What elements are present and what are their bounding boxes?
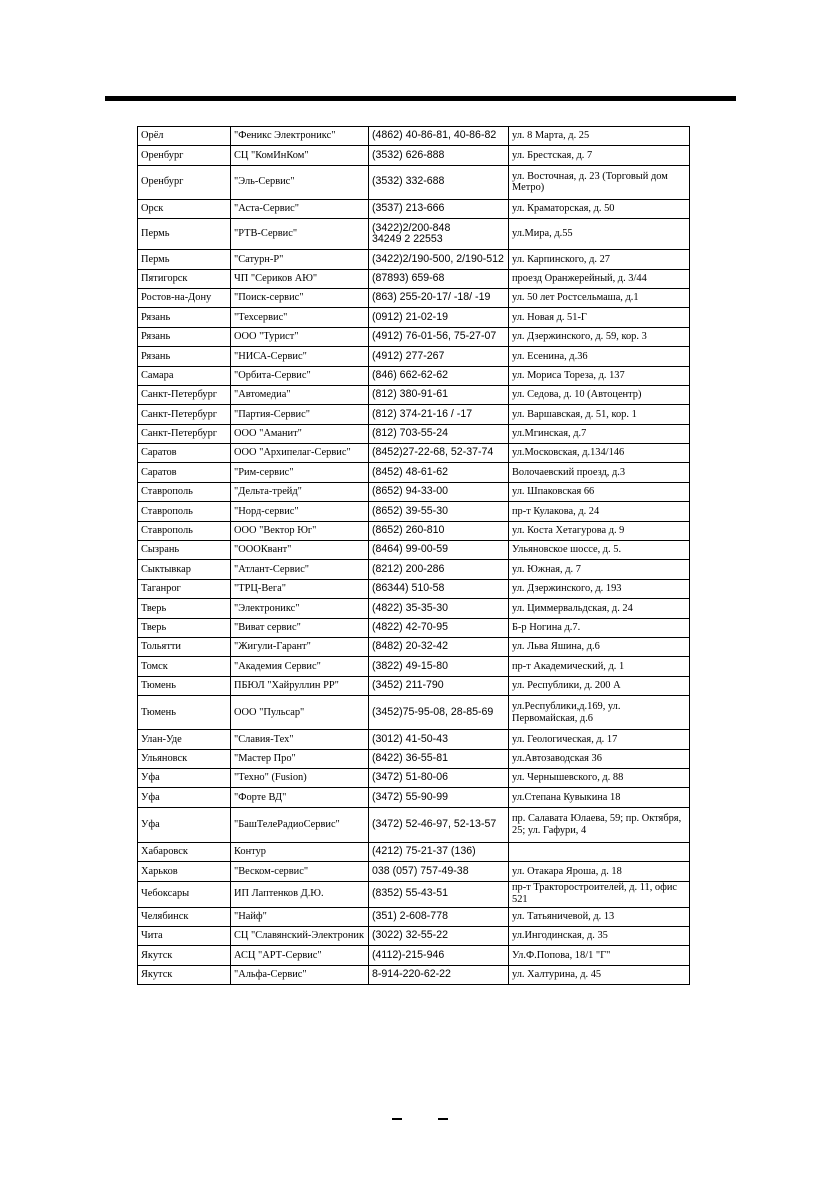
cell-company: СЦ "КомИнКом" <box>231 146 369 165</box>
cell-company: АСЦ "АРТ-Сервис" <box>231 946 369 965</box>
cell-city: Оренбург <box>138 146 231 165</box>
cell-city: Томск <box>138 657 231 676</box>
cell-city: Рязань <box>138 308 231 327</box>
cell-address: пр. Салавата Юлаева, 59; пр. Октября, 25; ул. Гафури, 4 <box>509 807 690 842</box>
cell-company: ПБЮЛ "Хайруллин РР" <box>231 676 369 695</box>
cell-company: "Веском-сервис" <box>231 862 369 881</box>
cell-city: Пятигорск <box>138 269 231 288</box>
cell-address: ул. Коста Хетагурова д. 9 <box>509 521 690 540</box>
table-row <box>138 250 690 269</box>
cell-address: Ульяновское шоссе, д. 5. <box>509 541 690 560</box>
table-row <box>138 730 690 749</box>
cell-company: "Мастер Про" <box>231 749 369 768</box>
cell-city: Ставрополь <box>138 482 231 501</box>
cell-address: ул.Мгинская, д.7 <box>509 424 690 443</box>
cell-phone: (351) 2-608-778 <box>369 907 509 926</box>
cell-company: "РТВ-Сервис" <box>231 219 369 250</box>
cell-address: ул. Отакара Яроша, д. 18 <box>509 862 690 881</box>
cell-phone: (8464) 99-00-59 <box>369 541 509 560</box>
cell-company: "Сатурн-Р" <box>231 250 369 269</box>
table-row <box>138 146 690 165</box>
cell-phone: (3422)2/200-848 34249 2 22553 <box>369 219 509 250</box>
cell-city: Орёл <box>138 127 231 146</box>
cell-company: ООО "Вектор Юг" <box>231 521 369 540</box>
table-row <box>138 288 690 307</box>
cell-address: ул. Седова, д. 10 (Автоцентр) <box>509 385 690 404</box>
table-row <box>138 502 690 521</box>
cell-address: ул. Республики, д. 200 А <box>509 676 690 695</box>
table-row <box>138 907 690 926</box>
cell-city: Ростов-на-Дону <box>138 288 231 307</box>
cell-phone: (3472) 52-46-97, 52-13-57 <box>369 807 509 842</box>
cell-city: Улан-Уде <box>138 730 231 749</box>
cell-address: ул.Степана Кувыкина 18 <box>509 788 690 807</box>
table-row <box>138 199 690 218</box>
table-row <box>138 347 690 366</box>
cell-city: Чебоксары <box>138 881 231 907</box>
cell-company: "НИСА-Сервис" <box>231 347 369 366</box>
cell-company: "Славия-Тех" <box>231 730 369 749</box>
cell-company: "Поиск-сервис" <box>231 288 369 307</box>
cell-city: Якутск <box>138 946 231 965</box>
cell-company: "Орбита-Сервис" <box>231 366 369 385</box>
cell-phone: (8452)27-22-68, 52-37-74 <box>369 444 509 463</box>
table-row <box>138 327 690 346</box>
cell-city: Уфа <box>138 807 231 842</box>
cell-city: Харьков <box>138 862 231 881</box>
cell-city: Санкт-Петербург <box>138 424 231 443</box>
cell-address: ул.Автозаводская 36 <box>509 749 690 768</box>
cell-phone: (3822) 49-15-80 <box>369 657 509 676</box>
table-row <box>138 881 690 907</box>
cell-company: "Партия-Сервис" <box>231 405 369 424</box>
cell-address: ул. Шпаковская 66 <box>509 482 690 501</box>
cell-city: Оренбург <box>138 165 231 199</box>
cell-company: ИП Лаптенков Д.Ю. <box>231 881 369 907</box>
cell-address: ул.Московская, д.134/146 <box>509 444 690 463</box>
cell-city: Ставрополь <box>138 521 231 540</box>
cell-phone: (8652) 260-810 <box>369 521 509 540</box>
cell-phone: (4112)-215-946 <box>369 946 509 965</box>
cell-city: Уфа <box>138 788 231 807</box>
table-row <box>138 637 690 656</box>
cell-address: пр-т Кулакова, д. 24 <box>509 502 690 521</box>
cell-phone: (4212) 75-21-37 (136) <box>369 842 509 861</box>
cell-company: "Альфа-Сервис" <box>231 965 369 984</box>
table-row <box>138 676 690 695</box>
cell-company: "Электроникс" <box>231 599 369 618</box>
cell-city: Пермь <box>138 219 231 250</box>
cell-company: "Техно" (Fusion) <box>231 768 369 787</box>
cell-phone: (0912) 21-02-19 <box>369 308 509 327</box>
cell-city: Сызрань <box>138 541 231 560</box>
cell-address: пр-т Академический, д. 1 <box>509 657 690 676</box>
page-number <box>0 1110 840 1125</box>
cell-city: Таганрог <box>138 579 231 598</box>
cell-address: ул. Татьяничевой, д. 13 <box>509 907 690 926</box>
cell-company: "Дельта-трейд" <box>231 482 369 501</box>
page-dash-left <box>392 1118 402 1120</box>
cell-address: ул. Льва Яшина, д.6 <box>509 637 690 656</box>
cell-phone: (812) 380-91-61 <box>369 385 509 404</box>
cell-phone: 8-914-220-62-22 <box>369 965 509 984</box>
cell-phone: (812) 703-55-24 <box>369 424 509 443</box>
cell-company: "Эль-Сервис" <box>231 165 369 199</box>
cell-address: ул. Южная, д. 7 <box>509 560 690 579</box>
table-row <box>138 946 690 965</box>
cell-company: "ОООКвант" <box>231 541 369 560</box>
cell-phone: (3532) 332-688 <box>369 165 509 199</box>
cell-phone: (4822) 35-35-30 <box>369 599 509 618</box>
cell-company: "Академия Сервис" <box>231 657 369 676</box>
cell-phone: (87893) 659-68 <box>369 269 509 288</box>
table-row <box>138 926 690 945</box>
cell-address: Ул.Ф.Попова, 18/1 "Г" <box>509 946 690 965</box>
table-row <box>138 482 690 501</box>
cell-address: ул.Мира, д.55 <box>509 219 690 250</box>
cell-phone: (8652) 39-55-30 <box>369 502 509 521</box>
cell-city: Тюмень <box>138 696 231 730</box>
cell-address: ул. Восточная, д. 23 (Торговый дом Метро) <box>509 165 690 199</box>
cell-company: "Рим-сервис" <box>231 463 369 482</box>
cell-address: пр-т Тракторостроителей, д. 11, офис 521 <box>509 881 690 907</box>
cell-company: "Форте ВД" <box>231 788 369 807</box>
table-row <box>138 385 690 404</box>
cell-city: Саратов <box>138 463 231 482</box>
service-centers-table <box>137 126 690 985</box>
cell-company: "Аста-Сервис" <box>231 199 369 218</box>
table-row <box>138 463 690 482</box>
table-row <box>138 696 690 730</box>
cell-city: Орск <box>138 199 231 218</box>
cell-company: "Техсервис" <box>231 308 369 327</box>
cell-address: ул. 8 Марта, д. 25 <box>509 127 690 146</box>
cell-city: Санкт-Петербург <box>138 385 231 404</box>
cell-city: Самара <box>138 366 231 385</box>
cell-company: "Норд-сервис" <box>231 502 369 521</box>
cell-phone: (86344) 510-58 <box>369 579 509 598</box>
cell-city: Рязань <box>138 327 231 346</box>
cell-phone: (846) 662-62-62 <box>369 366 509 385</box>
cell-phone: (4912) 76-01-56, 75-27-07 <box>369 327 509 346</box>
table-row <box>138 788 690 807</box>
cell-address: ул. Карпинского, д. 27 <box>509 250 690 269</box>
cell-phone: (4862) 40-86-81, 40-86-82 <box>369 127 509 146</box>
cell-address: проезд Оранжерейный, д. 3/44 <box>509 269 690 288</box>
cell-company: ЧП "Сериков АЮ" <box>231 269 369 288</box>
cell-address: ул. Брестская, д. 7 <box>509 146 690 165</box>
cell-address: ул. Халтурина, д. 45 <box>509 965 690 984</box>
cell-phone: (8452) 48-61-62 <box>369 463 509 482</box>
cell-city: Тверь <box>138 599 231 618</box>
cell-address: ул. Геологическая, д. 17 <box>509 730 690 749</box>
table-row <box>138 269 690 288</box>
cell-city: Ставрополь <box>138 502 231 521</box>
cell-address: ул. Чернышевского, д. 88 <box>509 768 690 787</box>
cell-city: Ульяновск <box>138 749 231 768</box>
cell-address: ул. Есенина, д.36 <box>509 347 690 366</box>
table-row <box>138 541 690 560</box>
cell-company: Контур <box>231 842 369 861</box>
table-row <box>138 807 690 842</box>
table-row <box>138 165 690 199</box>
table-row <box>138 219 690 250</box>
cell-address: ул. Краматорская, д. 50 <box>509 199 690 218</box>
table-row <box>138 749 690 768</box>
cell-address: Волочаевский проезд, д.3 <box>509 463 690 482</box>
cell-phone: (3532) 626-888 <box>369 146 509 165</box>
cell-phone: (3012) 41-50-43 <box>369 730 509 749</box>
cell-phone: 038 (057) 757-49-38 <box>369 862 509 881</box>
table-row <box>138 560 690 579</box>
table-row <box>138 127 690 146</box>
cell-company: ООО "Архипелаг-Сервис" <box>231 444 369 463</box>
table-row <box>138 308 690 327</box>
table-row <box>138 579 690 598</box>
cell-address: Б-р Ногина д.7. <box>509 618 690 637</box>
cell-phone: (4822) 42-70-95 <box>369 618 509 637</box>
cell-city: Тюмень <box>138 676 231 695</box>
cell-company: "Жигули-Гарант" <box>231 637 369 656</box>
table-row <box>138 657 690 676</box>
cell-company: ООО "Пульсар" <box>231 696 369 730</box>
cell-phone: (8212) 200-286 <box>369 560 509 579</box>
cell-address: ул. Варшавская, д. 51, кор. 1 <box>509 405 690 424</box>
cell-city: Тольятти <box>138 637 231 656</box>
table-row <box>138 862 690 881</box>
cell-company: ООО "Турист" <box>231 327 369 346</box>
header-rule <box>105 96 736 101</box>
cell-city: Пермь <box>138 250 231 269</box>
cell-company: "ТРЦ-Вега" <box>231 579 369 598</box>
cell-phone: (3452) 211-790 <box>369 676 509 695</box>
cell-phone: (3472) 55-90-99 <box>369 788 509 807</box>
cell-phone: (812) 374-21-16 / -17 <box>369 405 509 424</box>
cell-address: ул.Республики,д.169, ул. Первомайская, д.6 <box>509 696 690 730</box>
cell-address: ул. Дзержинского, д. 193 <box>509 579 690 598</box>
cell-company: "Феникс Электроникс" <box>231 127 369 146</box>
cell-phone: (3022) 32-55-22 <box>369 926 509 945</box>
cell-city: Тверь <box>138 618 231 637</box>
cell-city: Сыктывкар <box>138 560 231 579</box>
cell-address: ул. Мориса Тореза, д. 137 <box>509 366 690 385</box>
cell-address: ул. 50 лет Ростсельмаша, д.1 <box>509 288 690 307</box>
cell-city: Саратов <box>138 444 231 463</box>
cell-city: Челябинск <box>138 907 231 926</box>
table-row <box>138 405 690 424</box>
cell-company: СЦ "Славянский-Электроник <box>231 926 369 945</box>
table-row <box>138 768 690 787</box>
cell-phone: (8422) 36-55-81 <box>369 749 509 768</box>
cell-city: Хабаровск <box>138 842 231 861</box>
cell-phone: (8482) 20-32-42 <box>369 637 509 656</box>
cell-phone: (4912) 277-267 <box>369 347 509 366</box>
cell-phone: (3537) 213-666 <box>369 199 509 218</box>
table-row <box>138 618 690 637</box>
cell-address: ул. Циммервальдская, д. 24 <box>509 599 690 618</box>
cell-company: "БашТелеРадиоСервис" <box>231 807 369 842</box>
cell-city: Чита <box>138 926 231 945</box>
table-row <box>138 842 690 861</box>
cell-address: ул.Ингодинская, д. 35 <box>509 926 690 945</box>
table-row <box>138 366 690 385</box>
table-row <box>138 521 690 540</box>
table-row <box>138 424 690 443</box>
cell-address: ул. Новая д. 51-Г <box>509 308 690 327</box>
cell-phone: (3472) 51-80-06 <box>369 768 509 787</box>
cell-city: Уфа <box>138 768 231 787</box>
cell-phone: (3452)75-95-08, 28-85-69 <box>369 696 509 730</box>
cell-company: "Автомедиа" <box>231 385 369 404</box>
cell-company: "Виват сервис" <box>231 618 369 637</box>
cell-address <box>509 842 690 861</box>
cell-company: "Атлант-Сервис" <box>231 560 369 579</box>
cell-phone: (863) 255-20-17/ -18/ -19 <box>369 288 509 307</box>
cell-city: Якутск <box>138 965 231 984</box>
cell-address: ул. Дзержинского, д. 59, кор. 3 <box>509 327 690 346</box>
table-body <box>138 127 690 985</box>
table-row <box>138 965 690 984</box>
page-dash-right <box>438 1118 448 1120</box>
table-row <box>138 444 690 463</box>
cell-company: ООО "Аманит" <box>231 424 369 443</box>
cell-city: Рязань <box>138 347 231 366</box>
cell-company: "Найф" <box>231 907 369 926</box>
cell-phone: (8352) 55-43-51 <box>369 881 509 907</box>
cell-phone: (8652) 94-33-00 <box>369 482 509 501</box>
table-row <box>138 599 690 618</box>
cell-city: Санкт-Петербург <box>138 405 231 424</box>
cell-phone: (3422)2/190-500, 2/190-512 <box>369 250 509 269</box>
